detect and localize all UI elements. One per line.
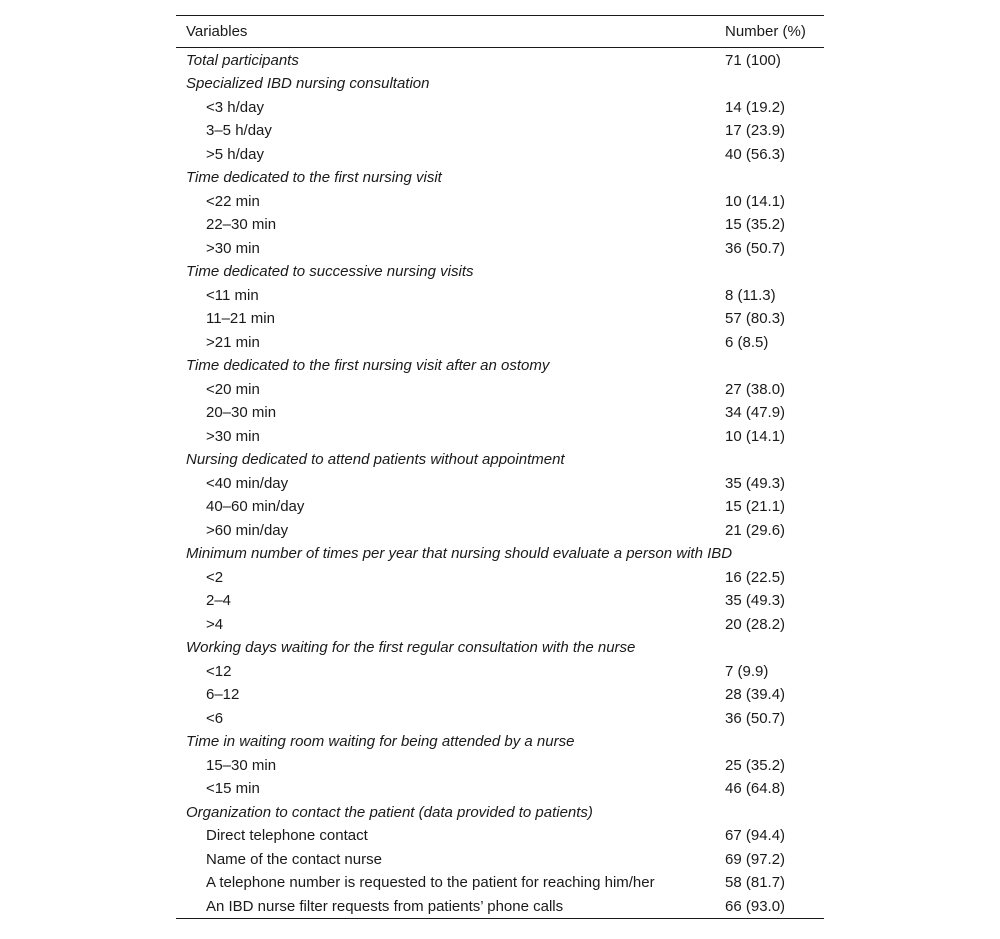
row-value: 17 (23.9) (725, 122, 786, 139)
section-label: Working days waiting for the first regular consultation with the nurse (186, 639, 636, 656)
row-label: Direct telephone contact (206, 827, 368, 844)
section-label: Time in waiting room waiting for being attended by a nurse (186, 733, 575, 750)
table-row (176, 331, 824, 355)
row-label: 22–30 min (206, 216, 277, 233)
table-row (176, 143, 824, 167)
header-variables: Variables (186, 23, 248, 40)
row-label: >30 min (206, 239, 260, 257)
row-label: 40–60 min/day (206, 498, 305, 515)
table-row (176, 495, 824, 519)
row-value: 28 (39.4) (725, 686, 786, 703)
row-label: <20 min (206, 380, 260, 398)
table-row (176, 589, 824, 613)
table-section-row (176, 730, 824, 754)
section-label: Time dedicated to the first nursing visit after an ostomy (186, 357, 550, 374)
row-label: 6–12 (206, 686, 240, 703)
table-row (176, 660, 824, 684)
row-label: 15–30 min (206, 756, 277, 774)
row-label: <6 (206, 709, 224, 727)
row-label: A telephone number is requested to the patient for reaching him/her (206, 874, 655, 891)
row-value: 66 (93.0) (725, 897, 786, 915)
table-section-row (176, 542, 824, 566)
section-label: Minimum number of times per year that nursing should evaluate a person with IBD (186, 545, 733, 562)
row-label: <15 min (206, 780, 260, 797)
header-row (176, 16, 824, 47)
table-section-row (176, 448, 824, 472)
table-row (176, 824, 824, 848)
table-section-row (176, 72, 824, 96)
table-row (176, 425, 824, 449)
table-row (176, 613, 824, 637)
row-label: An IBD nurse filter requests from patients’ phone calls (206, 897, 564, 915)
table-row (176, 519, 824, 543)
row-label: <12 (206, 662, 232, 680)
table-section-row (176, 260, 824, 284)
row-value: 46 (64.8) (725, 780, 786, 797)
row-label: <40 min/day (206, 474, 289, 492)
row-value: 16 (22.5) (725, 568, 786, 586)
table-row (176, 472, 824, 496)
data-table (176, 15, 824, 919)
table-row (176, 378, 824, 402)
row-value: 69 (97.2) (725, 850, 786, 868)
row-label: >60 min/day (206, 521, 289, 539)
bottom-rule (176, 918, 824, 919)
table-row (176, 119, 824, 143)
row-value: 57 (80.3) (725, 310, 786, 327)
table-row (176, 566, 824, 590)
row-value: 34 (47.9) (725, 404, 786, 421)
row-value: 27 (38.0) (725, 380, 786, 398)
section-label: Time dedicated to the first nursing visit (186, 169, 442, 186)
row-label: <22 min (206, 192, 260, 210)
row-label: 20–30 min (206, 404, 277, 421)
row-value: 25 (35.2) (725, 756, 786, 774)
row-value: 10 (14.1) (725, 192, 786, 210)
header-number: Number (%) (725, 23, 806, 40)
table-row (176, 777, 824, 801)
table-row (176, 754, 824, 778)
table-row (176, 284, 824, 308)
row-label: >30 min (206, 427, 260, 445)
table-section-row (176, 166, 824, 190)
row-value: 36 (50.7) (725, 709, 786, 727)
row-label: Name of the contact nurse (206, 850, 382, 868)
row-label: <11 min (206, 286, 259, 304)
row-value: 71 (100) (725, 51, 781, 69)
section-label: Total participants (186, 51, 299, 69)
table-row (176, 707, 824, 731)
table-row (176, 307, 824, 331)
row-value: 15 (35.2) (725, 216, 786, 233)
row-value: 67 (94.4) (725, 827, 786, 844)
table-row (176, 401, 824, 425)
row-label: >21 min (206, 333, 260, 351)
row-value: 20 (28.2) (725, 615, 786, 633)
table-row (176, 683, 824, 707)
table-row (176, 895, 824, 919)
row-value: 40 (56.3) (725, 145, 786, 163)
table-row (176, 213, 824, 237)
table-section-row (176, 49, 824, 73)
row-value: 15 (21.1) (725, 498, 786, 515)
row-label: >5 h/day (206, 145, 264, 163)
table-section-row (176, 354, 824, 378)
row-value: 8 (11.3) (725, 286, 776, 304)
row-label: <3 h/day (206, 98, 264, 116)
section-label: Time dedicated to successive nursing visits (186, 263, 474, 280)
row-value: 58 (81.7) (725, 874, 786, 891)
row-label: >4 (206, 615, 224, 633)
row-label: 3–5 h/day (206, 122, 272, 139)
table-row (176, 96, 824, 120)
row-value: 35 (49.3) (725, 592, 786, 609)
row-value: 10 (14.1) (725, 427, 786, 445)
row-value: 6 (8.5) (725, 333, 769, 351)
row-label: 2–4 (206, 592, 232, 609)
table-row (176, 237, 824, 261)
table-row (176, 871, 824, 895)
section-label: Organization to contact the patient (data provided to patients) (186, 803, 593, 821)
row-value: 7 (9.9) (725, 662, 769, 680)
table-row (176, 848, 824, 872)
row-label: <2 (206, 568, 224, 586)
table-section-row (176, 801, 824, 825)
row-value: 36 (50.7) (725, 239, 786, 257)
section-label: Specialized IBD nursing consultation (186, 75, 430, 92)
table-section-row (176, 636, 824, 660)
row-value: 14 (19.2) (725, 98, 786, 116)
row-label: 11–21 min (206, 310, 275, 327)
row-value: 21 (29.6) (725, 521, 786, 539)
table-body (176, 48, 824, 918)
row-value: 35 (49.3) (725, 474, 786, 492)
table-row (176, 190, 824, 214)
section-label: Nursing dedicated to attend patients without appointment (186, 451, 565, 468)
